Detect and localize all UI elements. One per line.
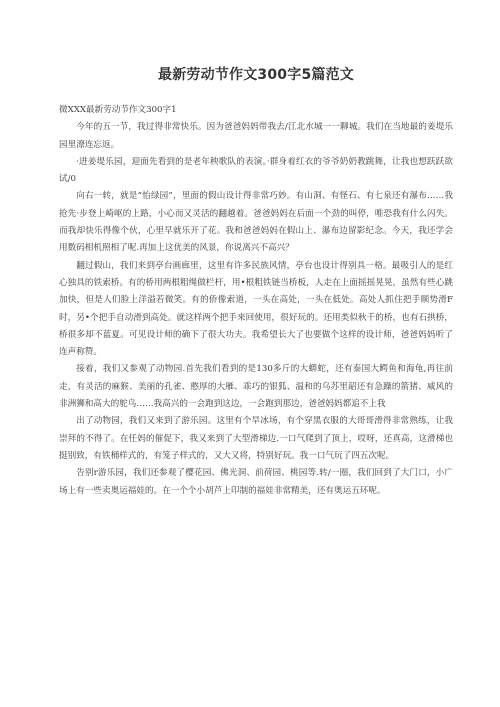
- paragraph: 出了动物园，我们又来到了游乐园。这里有个旱冰场，有个穿黑衣服的大哥哥滑得非常熟练，让我崇拜的不得了。在任妈的催促下，我又来到了大型滑梯边.一口气爬到了顶上，哎呀，还真高，这滑梯也挺别致，有铁桶样式的，有笼子样式的，又大又将，特别好玩。我一口气玩了四五次呢。: [59, 416, 453, 461]
- paragraph: 向右一转，就是“怡绿园”，里面的假山设计得非常巧妙。有山洞、有怪石、有七泉还有瀑布……我抢先·步登上崎岖的上路，小心而又灵活的翻越着。爸爸妈妈在后面一个劲的叫停，唯恐我有什么闪失。而我却快乐得像个伙，心里早就乐开了花。我和爸爸妈妈在假山上、瀑布边留影纪念。今天，我还学会用数码相机照相了呢.再加上这优美的风景，你说离兴不高兴？: [59, 191, 453, 254]
- paragraph: 接着，我们又参观了动物园.首先我们看到的是130多斤的大蟒蛇，还有泰国大鳄鱼和海龟,再往前走，有灵活的麻猴、美丽的孔雀、憨厚的大雁、乖巧的银狐、温和的乌苏里韶还有急躁的箭猪、威风的非洲狮和高大的鸵鸟……我高兴的一会跑到这边，一会跑到那边，爸爸妈妈都追不上我: [59, 364, 453, 410]
- paragraph: 今年的五一节，我过得非常快乐。因为爸爸妈妈带我去/江北水城一一聊城。我们在当地最的姜堤乐园里潦连忘返。: [59, 122, 453, 150]
- document-title: 最新劳动节作文300字5篇范文: [158, 67, 354, 83]
- paragraph: 翻过假山，我们来到亭台画廊里，这里有许多民族风情，亭台也设计得别具一格。最吸引人的是红心独具的铁索桥。有的桥用两根粗绳做栏杆，用•根粗铁链当桥板，人走在上面摇摇晃晃，虽然有些心跳加快，但是人们脸上洋溢若微笑。有的侨像索道，一头在高处，一头在低处。高处人抓住把手顺势滑F时，另•个把手自动滑到高处。就这样两个把手来回使用，很好玩的。还用类似秋千的桥，也有石拱桥，桥很多却不蓝夏。可见设计师的确下了很大功夫。我希望长大了也要做个这样的设计师，爸爸妈妈听了连声称赞。: [59, 260, 453, 358]
- paragraph: 告别r游乐园，我们还参观了樱花园、佛光洞、前荷园、桃园等.转/一圈，我们回到了大门口，小广场上有一些卖奥运福娃的。在一个个小胡芦上印制的福娃非常精美，还有奥运五环呢。: [59, 468, 453, 496]
- paragraph: ·进姜堤乐园，迎面先看到的是老年秧歌队的表演。·群身着红衣的爷爷奶奶教跳舞，让我也想跃跃欲试/0: [59, 156, 453, 185]
- essay-heading: 微XXX最新劳动节作文300字1: [59, 105, 177, 115]
